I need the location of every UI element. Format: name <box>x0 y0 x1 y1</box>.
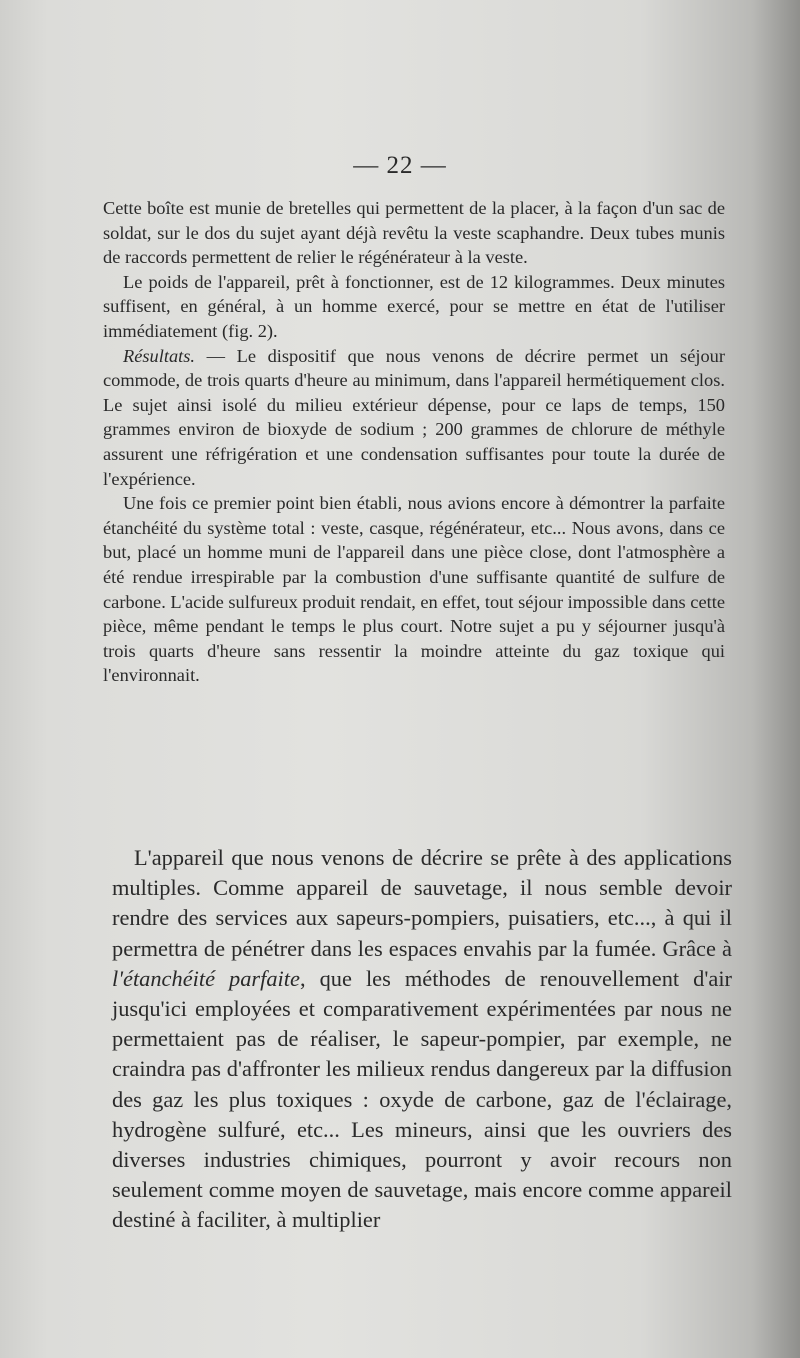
paragraph-1: Cette boîte est munie de bretelles qui permettent de la placer, à la façon d'un sac de soldat, sur le dos du sujet ayant déjà revêtu la veste scaphandre. Deux tubes munis de raccords permettent de relier le régénérateur à la veste. <box>103 198 725 268</box>
paragraph-5-italic: l'étanchéité parfaite <box>112 965 300 991</box>
paragraph-4: Une fois ce premier point bien établi, nous avions encore à démontrer la parfaite étanchéité du système total : veste, casque, régénérateur, etc... Nous avons, dans ce but, placé un homme muni de l'appareil dans une pièce close, dont l'atmosphère a été rendue irrespirable par la combustion d'une suffisante quantité de sulfure de carbone. L'acide sulfureux produit rendait, en effet, tout séjour impossible dans cette pièce, même pendant le temps le plus court. Notre sujet a pu y séjourner jusqu'à trois quarts d'heure sans ressentir la moindre atteinte du gaz toxique qui l'environnait. <box>103 493 725 686</box>
paragraph-3-text: — Le dispositif que nous venons de décrire permet un séjour commode, de trois quarts d'heure au minimum, dans l'appareil hermétiquement clos. Le sujet ainsi isolé du milieu extérieur dépense, pour ce laps de temps, 150 grammes environ de bioxyde de sodium ; 200 grammes de chlorure de méthyle assurent une réfrigération et une condensation suffisantes pour toute la durée de l'expérience. <box>103 345 725 489</box>
paragraph-5 <box>112 843 732 1236</box>
paragraph-2: Le poids de l'appareil, prêt à fonctionner, est de 12 kilogrammes. Deux minutes suffisent, en général, à un homme exercé, pour se mettre en état de l'utiliser immédiatement (fig. 2). <box>103 271 725 341</box>
page-number: — 22 — <box>353 152 447 179</box>
paragraph-3 <box>103 344 725 492</box>
paragraph-3-italic-lead: Résultats. <box>123 345 196 366</box>
small-text-block <box>103 196 725 688</box>
paragraph-5-text-before: L'appareil que nous venons de décrire se prête à des applications multiples. Comme appareil de sauvetage, il nous semble devoir rendre des services aux sapeurs-pompiers, puisatiers, etc..., à qui il permettra de pénétrer dans les espaces envahis par la fumée. Grâce à <box>112 845 732 961</box>
paragraph-5-text-after: , que les méthodes de renouvellement d'air jusqu'ici employées et comparativement expérimentées par nous ne permettaient pas de réaliser, le sapeur-pompier, par exemple, ne craindra pas d'affronter les milieux rendus dangereux par la diffusion des gaz les plus toxiques : oxyde de carbone, gaz de l'éclairage, hydrogène sulfuré, etc... Les mineurs, ainsi que les ouvriers des diverses industries chimiques, pourront y avoir recours non seulement comme moyen de sauvetage, mais encore comme appareil destiné à faciliter, à multiplier <box>112 965 732 1233</box>
large-text-block <box>112 843 732 1236</box>
